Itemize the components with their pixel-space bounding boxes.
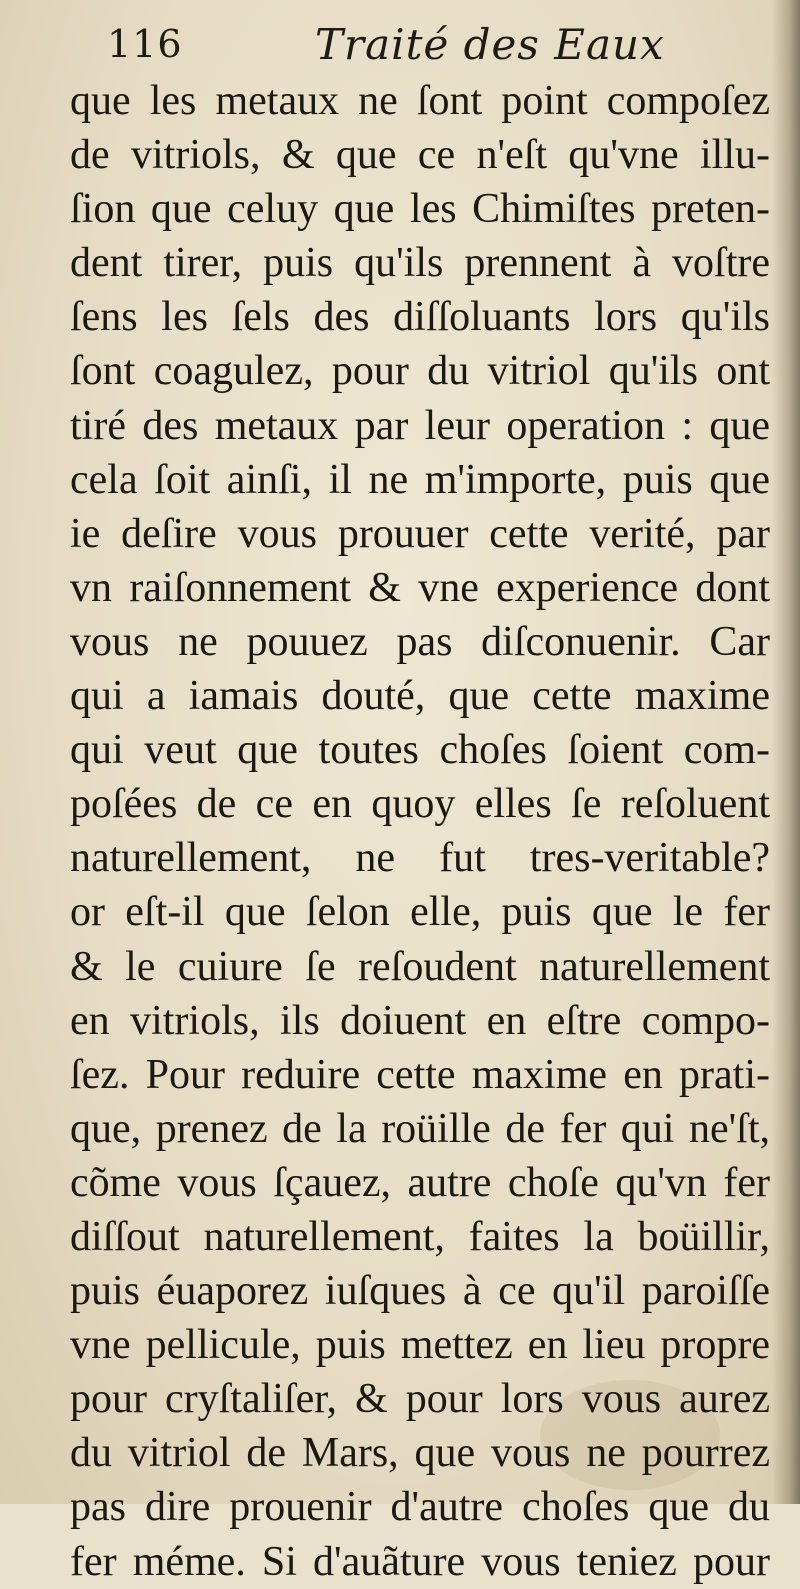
body-text (70, 74, 770, 1589)
text-line: ſion que celuy que les Chimiſtes preten- (70, 186, 770, 233)
page-header (95, 20, 765, 72)
text-line: or eſt-il que ſelon elle, puis que le fer (70, 889, 770, 936)
text-line: diſſout naturellement, faites la boüillir, (70, 1213, 770, 1260)
text-line: puis éuaporez iuſques à ce qu'il paroiſſe (70, 1268, 770, 1315)
text-line: pour cryſtaliſer, & pour lors vous aurez (70, 1376, 770, 1423)
page-gutter (772, 0, 800, 1504)
page-number: 116 (107, 22, 183, 66)
text-line: vne pellicule, puis mettez en lieu propre (70, 1322, 770, 1369)
text-line: dent tirer, puis qu'ils prennent à voſtre (70, 240, 770, 287)
text-line: qui veut que toutes choſes ſoient com- (70, 727, 770, 774)
text-line: de vitriols, & que ce n'eſt qu'vne illu- (70, 132, 770, 179)
text-line: poſées de ce en quoy elles ſe reſoluent (70, 781, 770, 828)
running-title: Traité des Eaux (315, 20, 665, 69)
text-line: ſens les ſels des diſſoluants lors qu'ils (70, 294, 770, 341)
text-line: cõme vous ſçauez, autre choſe qu'vn fer (70, 1159, 770, 1206)
text-line: que les metaux ne ſont point compoſez (70, 78, 770, 124)
text-line: cela ſoit ainſi, il ne m'importe, puis que (70, 456, 770, 503)
text-line: vn raiſonnement & vne experience dont (70, 564, 770, 611)
text-line: qui a iamais douté, que cette maxime (70, 673, 770, 720)
text-line: tiré des metaux par leur operation : que (70, 402, 770, 449)
text-line: & le cuiure ſe reſoudent naturellement (70, 943, 770, 990)
text-line: que, prenez de la roüille de fer qui ne'ſt, (70, 1105, 770, 1152)
text-line: naturellement, ne fut tres-veritable? (70, 835, 770, 882)
text-line: ie deſire vous prouuer cette verité, par (70, 510, 770, 557)
text-line: ſont coagulez, pour du vitriol qu'ils ont (70, 348, 770, 395)
text-line: ſez. Pour reduire cette maxime en prati- (70, 1051, 770, 1098)
text-line: vous ne pouuez pas diſconuenir. Car (70, 618, 770, 665)
text-line: fer méme. Si d'auãture vous teniez pour (70, 1538, 770, 1585)
text-line: en vitriols, ils doiuent en eſtre compo- (70, 997, 770, 1044)
text-line: pas dire prouenir d'autre choſes que du (70, 1484, 770, 1531)
text-line: du vitriol de Mars, que vous ne pourrez (70, 1430, 770, 1477)
